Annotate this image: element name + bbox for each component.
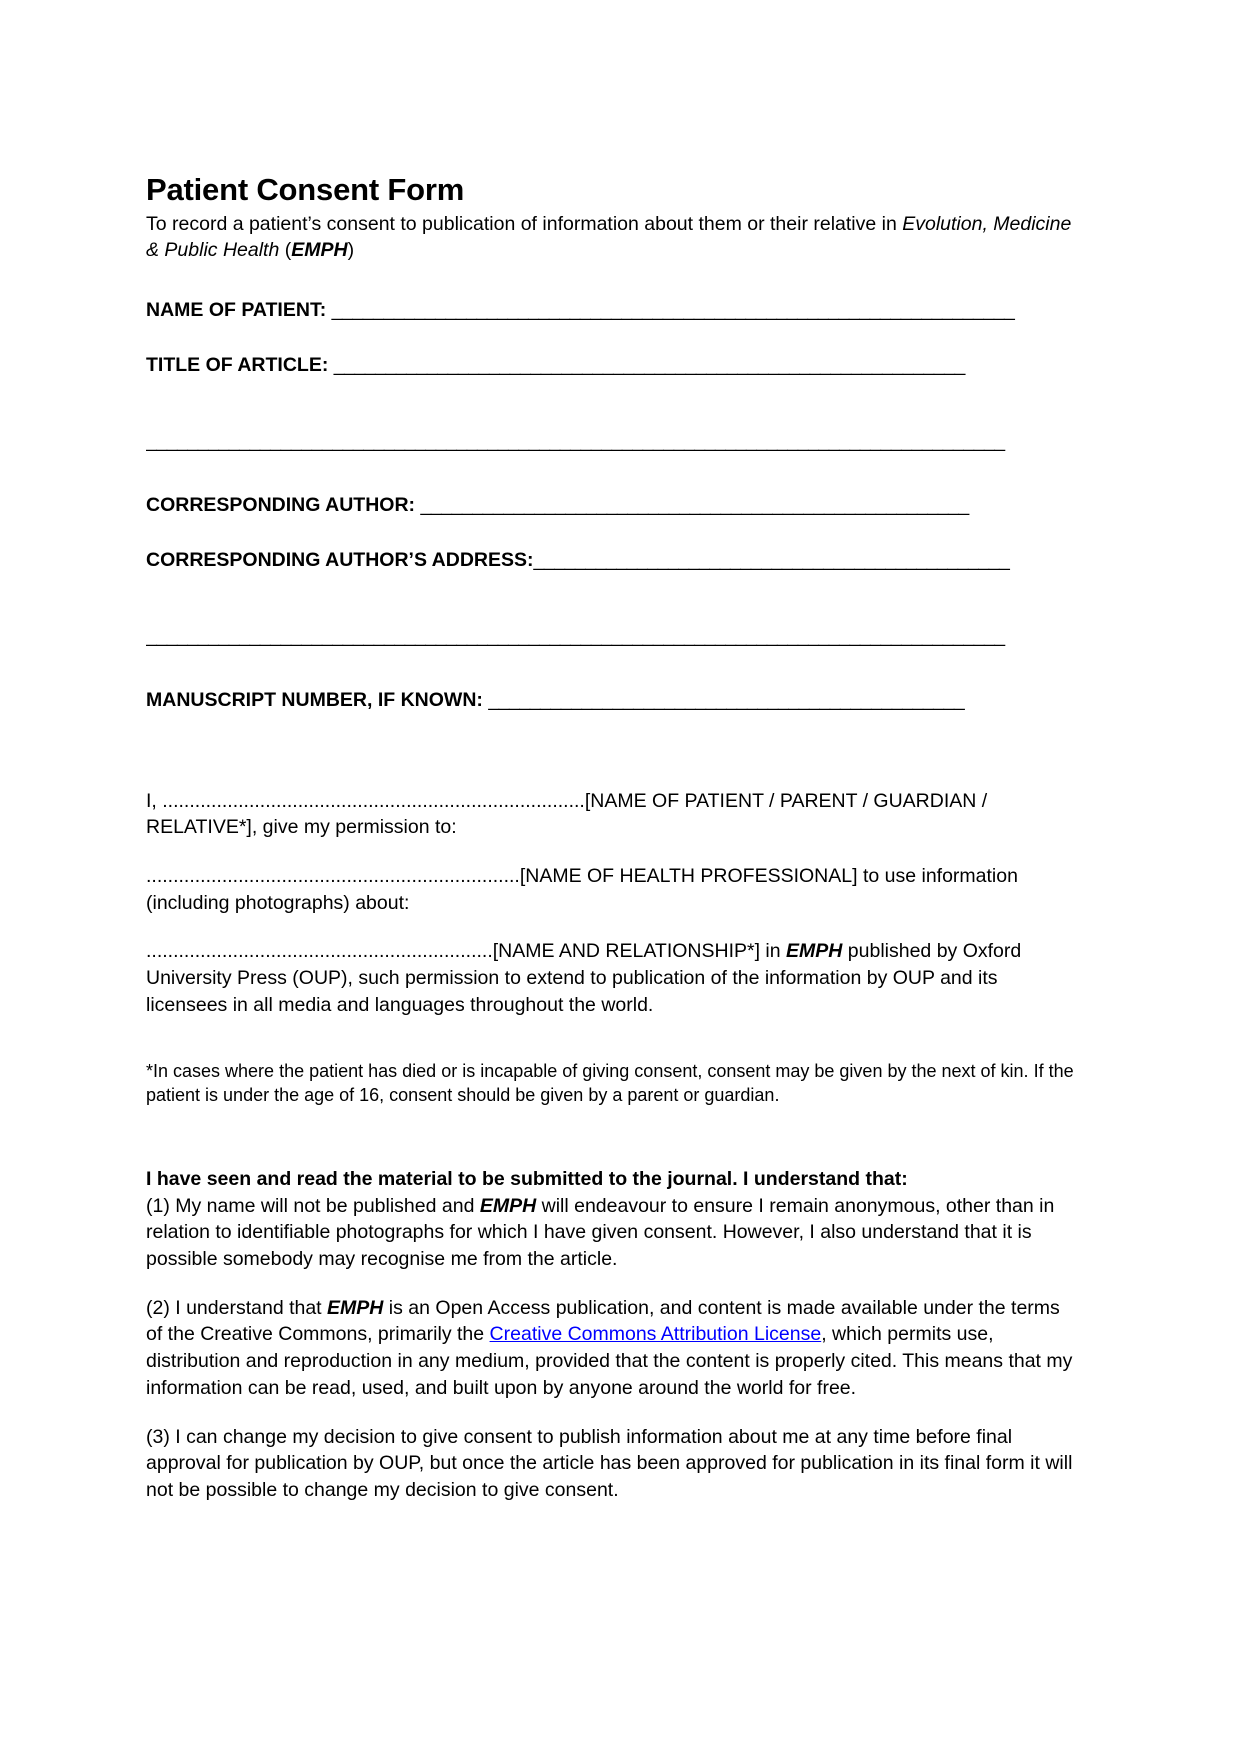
field-label-corresponding-author: CORRESPONDING AUTHOR [146,494,409,517]
spacer-before-manuscript-number [146,677,1076,687]
item-2-tail: , which permits use, distribution and reproduction in any medium, provided that the content is properly cited. This means that my information can be read, used, and built upon by anyone around the world for free. [146,1323,1073,1399]
item-1-tail: will endeavour to ensure I remain anonymous, other than in relation to identifiable photographs for which I have given consent. However, I also understand that it is possible somebody may recognise me from the article. [146,1194,1055,1271]
field-separator-title-of-article: : [321,353,334,376]
field-label-manuscript-number: MANUSCRIPT NUMBER, IF KNOWN [146,689,477,712]
spacer-before-corresponding-author [146,482,1076,492]
field-rule-corresponding-author: _____________________________________________________ [420,494,969,517]
understanding-item-3: (3) I can change my decision to give consent to publish information about me at any time before final approval for publication by OUP, but once the article has been approved for publication in its final form it will not be possible to change my decision to give consent. [146,1425,1073,1501]
item-1-journal-abbrev: EMPH [479,1194,537,1217]
spacer-before-permission [146,742,1076,788]
field-rule-title-of-article: _____________________________________________________________ [333,353,965,376]
field-corresponding-author[interactable] [146,492,1076,518]
permission-paragraph-health-professional [146,863,1076,916]
field-label-corresponding-author-address: CORRESPONDING AUTHOR’S ADDRESS: [146,548,534,571]
permission-dotted-line-1[interactable]: .............................................................................. [162,789,585,812]
field-separator-name-of-patient: : [319,299,332,322]
item-2-journal-abbrev: EMPH [327,1296,384,1319]
field-separator-corresponding-author: : [408,494,421,517]
creative-commons-attribution-license-link[interactable]: Creative Commons Attribution License [489,1323,822,1346]
field-title-of-article-continuation[interactable]: ___________________________________________________________________________________ [146,430,1005,453]
understanding-heading: I have seen and read the material to be submitted to the journal. I understand that: [146,1167,908,1190]
field-title-of-article[interactable] [146,352,1076,378]
subtitle-open-paren: ( [279,238,292,261]
permission-dotted-line-2[interactable]: ..................................................................... [146,865,520,888]
permission-paragraph-relationship [146,938,1076,1018]
field-rule-corresponding-author-address: ______________________________________________ [533,548,1010,571]
permission-paragraph-patient-name [146,788,1076,841]
footnote-line-1: *In cases where the patient has died or is incapable of giving consent, consent may be given by the next of kin. [146,1060,1029,1081]
spacer-after-title [146,406,1076,428]
field-separator-manuscript-number: : [476,689,489,712]
field-manuscript-number[interactable] [146,687,1076,713]
permission-tail-3: published by Oxford University Press (OUP), such permission to extend to publication of the information by OUP and its licensees in all media and languages throughout the world. [146,940,1022,1016]
field-rule-name-of-patient: __________________________________________________________________ [331,299,1015,322]
footnote-text [146,1059,1076,1108]
permission-prefix: I, [146,789,163,812]
understanding-item-2 [146,1295,1076,1402]
understanding-item-1 [146,1193,1076,1273]
item-2-mid: is an Open Access publication, and content is made available under the terms of the Creative Commons, primarily the [146,1296,1060,1346]
spacer-after-address [146,601,1076,623]
item-2-prefix: (2) I understand that [146,1296,328,1319]
footnote-line-2: If the patient is under the age of 16, consent should be given by a parent or guardian. [146,1060,1074,1106]
subtitle-close-paren: ) [347,238,355,261]
page-title: Patient Consent Form [146,172,465,207]
subtitle-journal-name: Evolution, Medicine & Public Health [146,212,1072,261]
field-label-name-of-patient: NAME OF PATIENT [146,299,320,322]
permission-dotted-line-3[interactable]: ................................................................ [146,940,493,963]
subtitle-lead: To record a patient’s consent to publication of information about them or their relative in [146,212,903,235]
document-content [146,172,1076,1526]
field-rule-manuscript-number: ______________________________________________ [488,689,965,712]
document-subtitle [146,212,1076,264]
permission-journal-abbrev: EMPH [786,940,843,963]
permission-rest-1: [NAME OF PATIENT / PARENT / GUARDIAN / RELATIVE*], give my permission to: [146,789,988,839]
permission-rest-2: [NAME OF HEALTH PROFESSIONAL] to use information (including photographs) about: [146,865,1018,914]
item-1-prefix: (1) My name will not be published and [146,1194,480,1217]
field-corresponding-author-address-continuation[interactable]: ___________________________________________________________________________________ [146,625,1005,648]
subtitle-journal-abbrev: EMPH [291,238,348,261]
permission-rest-3: [NAME AND RELATIONSHIP*] in [492,940,787,963]
field-name-of-patient[interactable] [146,297,1076,323]
field-label-title-of-article: TITLE OF ARTICLE [146,353,322,376]
spacer-before-footnote [146,1041,1076,1059]
field-corresponding-author-address[interactable] [146,547,1076,573]
spacer-before-understanding [146,1130,1076,1166]
